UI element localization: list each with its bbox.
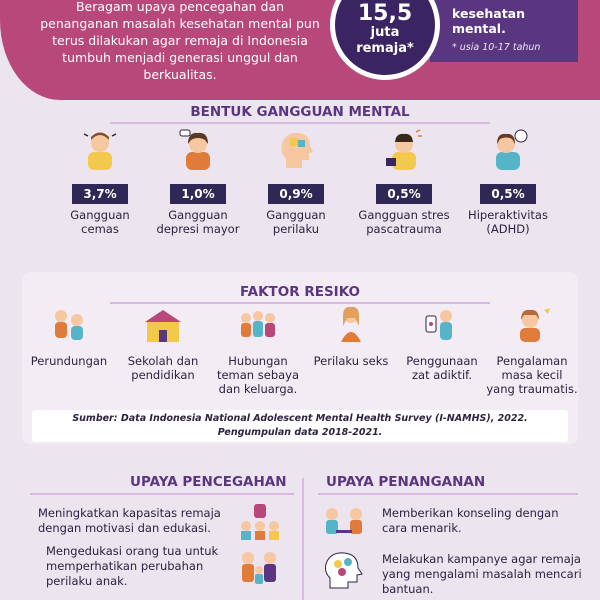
disorder-percent: 1,0%	[170, 184, 226, 204]
risk-label: Pengalaman masa kecil yang traumatis.	[486, 354, 578, 396]
handling-item-1: Memberikan konseling dengan cara menarik.	[382, 506, 559, 535]
disorder-label: Gangguan perilaku	[266, 208, 326, 236]
disorder-percent: 0,5%	[480, 184, 536, 204]
handling-title: UPAYA PENANGANAN	[326, 474, 486, 490]
stat-unit-remaja: remaja*	[356, 41, 414, 56]
risk-label: Sekolah dan pendidikan	[127, 354, 199, 382]
disorder-percent: 0,5%	[376, 184, 432, 204]
stressed-person-icon	[384, 128, 424, 172]
disorder-label: Hiperaktivitas (ADHD)	[468, 208, 548, 236]
handling-item-2: Melakukan kampanye agar remaja yang mengalami masalah mencari bantuan.	[382, 552, 582, 596]
risk-factors-title: FAKTOR RESIKO	[239, 284, 361, 300]
risk-family	[210, 306, 306, 396]
stat-value: 15,5	[357, 1, 413, 26]
disorder-ptsd	[358, 128, 450, 236]
risk-school	[120, 306, 206, 382]
anxious-person-icon	[80, 128, 120, 172]
stat-panel-note: * usia 10-17 tahun	[452, 42, 541, 53]
risk-label: Perundungan	[30, 354, 108, 368]
disorders-title: BENTUK GANGGUAN MENTAL	[190, 104, 410, 120]
risk-label: Penggunaan zat adiktif.	[406, 354, 478, 382]
risk-sexual-behavior	[308, 306, 394, 368]
family-icon	[236, 306, 280, 346]
risk-trauma	[486, 306, 578, 396]
depressed-person-icon	[178, 128, 218, 172]
head-puzzle-icon	[276, 128, 316, 172]
disorder-label: Gangguan cemas	[70, 208, 130, 236]
bullying-icon	[47, 306, 91, 346]
prevention-item-1: Meningkatkan kapasitas remaja dengan motivasi dan edukasi.	[38, 506, 221, 535]
school-icon	[141, 306, 185, 346]
disorder-depression	[152, 128, 244, 236]
disorder-percent: 0,9%	[268, 184, 324, 204]
stat-unit-juta: juta	[370, 25, 400, 40]
risk-factors-title-rule	[110, 302, 490, 304]
sitting-girl-icon	[329, 306, 373, 346]
stat-panel-text: kesehatan mental.	[452, 6, 526, 36]
disorder-adhd	[462, 128, 554, 236]
disorders-title-rule	[110, 122, 490, 124]
prevention-title-rule	[30, 493, 294, 495]
source-line-1: Sumber: Data Indonesia National Adolescent Mental Health Survey (I-NAMHS), 2022.	[72, 413, 528, 424]
counseling-icon	[322, 502, 366, 542]
disorder-anxiety	[54, 128, 146, 236]
risk-bullying	[26, 306, 112, 368]
source-line-2: Pengumpulan data 2018-2021.	[217, 427, 383, 438]
disorder-label: Gangguan depresi mayor	[156, 208, 240, 236]
parents-children-icon	[238, 548, 282, 588]
head-emotions-icon	[322, 550, 366, 590]
disorder-label: Gangguan stres pascatrauma	[358, 208, 450, 236]
substance-icon	[420, 306, 464, 346]
handling-title-rule	[318, 493, 578, 495]
risk-label: Hubungan teman sebaya dan keluarga.	[216, 354, 300, 396]
prevention-item-2: Mengedukasi orang tua untuk memperhatikan perubahan perilaku anak.	[46, 544, 219, 588]
trauma-icon	[510, 306, 554, 346]
disorder-percent: 3,7%	[72, 184, 128, 204]
risk-label: Perilaku seks	[313, 354, 389, 368]
source-note	[32, 410, 568, 442]
prevention-title: UPAYA PENCEGAHAN	[130, 474, 287, 490]
column-divider	[302, 478, 304, 600]
disorder-behavior	[250, 128, 342, 236]
audience-motivation-icon	[238, 502, 282, 542]
intro-text: Beragam upaya pencegahan dan penanganan masalah kesehatan mental pun terus dilakukan agar remaja di Indonesia tumbuh menjadi generasi unggul dan berkualitas.	[40, 0, 320, 82]
hyperactive-person-icon	[488, 128, 528, 172]
stat-panel	[430, 0, 578, 62]
risk-substance	[396, 306, 488, 382]
